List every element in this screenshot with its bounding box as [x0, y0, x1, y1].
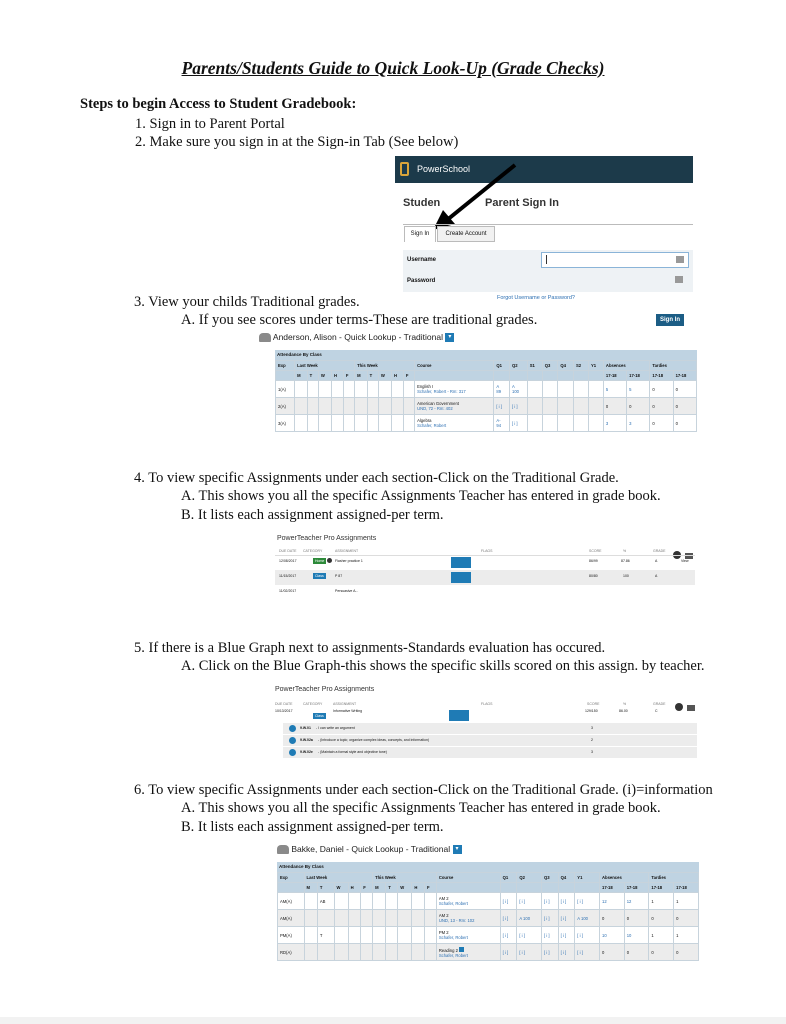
info-link[interactable]: [ i ] [542, 910, 559, 927]
standard-row: 9.W.02a - (Introduce a topic; organize complex ideas, concepts, and information) 2 [283, 735, 697, 746]
absences-cell: 0 [627, 398, 650, 415]
year: 17-18 [600, 883, 625, 893]
page-title: Parents/Students Guide to Quick Look-Up (Grade Checks) [181, 58, 605, 78]
login-heading-right: Parent Sign In [485, 197, 559, 209]
col-absences: Absences [603, 361, 649, 371]
grade-link[interactable]: A 100 [517, 910, 542, 927]
brand-name: PowerSchool [417, 164, 471, 174]
info-link[interactable]: [ i ] [558, 893, 575, 910]
tardies-cell: 1 [649, 927, 674, 944]
info-link[interactable]: [ i ] [510, 398, 528, 415]
day: W [334, 883, 348, 893]
lookup-header-text: Anderson, Alison - Quick Lookup - Traditional [272, 332, 443, 342]
info-link[interactable]: [ i ] [500, 927, 517, 944]
year: 17-18 [674, 883, 699, 893]
info-link[interactable]: [ i ] [510, 415, 528, 432]
col-y1: Y1 [575, 873, 600, 883]
lookup-table [275, 360, 697, 432]
category-badge: Class [315, 714, 324, 718]
grade-link[interactable]: A 100 [510, 381, 528, 398]
info-link[interactable]: [ i ] [500, 910, 517, 927]
day: M [304, 883, 317, 893]
step-6a: A. This shows you all the specific Assignments Teacher has entered in grade book. [181, 800, 661, 816]
course-cell: Reading 2 Schafer, Robert [436, 944, 500, 961]
col-q2: Q2 [510, 361, 528, 371]
attendance-code: T [317, 927, 334, 944]
attendance-title: Attendance By Class [275, 350, 697, 360]
teacher-link[interactable]: Schafer, Robert [438, 935, 468, 940]
year: 17-18 [649, 883, 674, 893]
tardies-cell: 0 [674, 944, 699, 961]
step-3: 3. View your childs Traditional grades. [134, 294, 360, 310]
info-link[interactable]: [ i ] [575, 944, 600, 961]
category-badge: Class [315, 574, 324, 578]
absences-link[interactable]: 5 [603, 381, 626, 398]
day: T [317, 883, 334, 893]
course-cell [415, 381, 494, 398]
day: F [361, 883, 373, 893]
step-4b: B. It lists each assignment assigned-per term. [181, 507, 444, 523]
forgot-link[interactable]: Forgot Username or Password? [497, 295, 575, 301]
table-row [276, 415, 697, 432]
step-1: 1. Sign in to Parent Portal [135, 116, 285, 132]
assignments-panel-2: PowerTeacher Pro Assignments DUE DATE CATEGORY ASSIGNMENT FLAGS SCORE % GRADE 10/13/2017 Class Informative Writing 129/150 86.00 C 9.W.01 - I can write an argument 3 9.W.02a - (Introduce a topic; organize complex ideas, concepts, and information) 2 9.W.02e - (Maintain a formal style and objective tone) 3 [273, 684, 697, 762]
day: M [355, 371, 368, 381]
page-bottom-edge [0, 1017, 786, 1024]
day: F [343, 371, 354, 381]
teacher-link[interactable]: Schafer, Robert - Rm: 317 [417, 389, 466, 394]
assignment-row[interactable]: 12/08/2017 Home Flasher practice 1 86/99 87.86 A View [275, 555, 695, 570]
year: 17-18 [624, 883, 649, 893]
course-cell: Algebra Schafer, Robert [415, 415, 494, 432]
table-row [278, 944, 699, 961]
powerschool-logo-icon [400, 162, 409, 176]
course-cell: American Government UND, 72 - Rm: 402 [415, 398, 494, 415]
tardies-cell: 0 [649, 944, 674, 961]
absences-link[interactable]: 3 [627, 415, 650, 432]
col-s1: S1 [527, 361, 542, 371]
standard-row: 9.W.02e - (Maintain a formal style and objective tone) 3 [283, 747, 697, 758]
attendance-code: AB [317, 893, 334, 910]
pointer-arrow-icon [429, 162, 519, 232]
step-2: 2. Make sure you sign in at the Sign-in Tab (See below) [135, 134, 459, 150]
teacher-link[interactable]: UND, 13 - Rm: 102 [438, 918, 475, 923]
assignment-row[interactable]: 11/15/2017 Class P 87 80/80 100 A [275, 570, 695, 585]
day: M [373, 883, 386, 893]
day: F [403, 371, 414, 381]
absences-link[interactable]: 10 [624, 927, 649, 944]
col-tardies: Tardies [649, 873, 699, 883]
username-input[interactable] [541, 252, 689, 268]
info-link[interactable]: [ i ] [517, 927, 542, 944]
grade-link[interactable]: A- 94 [494, 415, 510, 432]
day: T [307, 371, 318, 381]
info-link[interactable]: [ i ] [558, 927, 575, 944]
tab-create-account[interactable]: Create Account [437, 226, 495, 242]
exp-cell: RD(A) [278, 944, 305, 961]
students-icon [277, 845, 289, 854]
col-this-week: This Week [355, 361, 415, 371]
day: H [412, 883, 425, 893]
students-icon [259, 333, 271, 342]
steps-heading: Steps to begin Access to Student Gradebook: [80, 96, 357, 112]
table-row [276, 398, 697, 415]
exp-cell: 3(A) [276, 415, 295, 432]
quick-lookup-bakke [277, 842, 699, 972]
info-link[interactable]: [ i ] [575, 927, 600, 944]
col-course: Course [415, 361, 494, 371]
lookup-header [277, 844, 462, 854]
exp-cell: 1(A) [276, 381, 295, 398]
col-last-week: Last Week [304, 873, 373, 883]
year: 17-18 [603, 371, 626, 381]
info-link[interactable]: [ i ] [558, 910, 575, 927]
assignment-row[interactable]: 10/13/2017 Class Informative Writing 129/150 86.00 C [273, 708, 697, 722]
tardies-cell: 0 [673, 415, 696, 432]
info-link[interactable]: [ i ] [558, 944, 575, 961]
col-q4: Q4 [558, 361, 574, 371]
tardies-cell: 0 [673, 381, 696, 398]
col-absences: Absences [600, 873, 649, 883]
absences-cell: 0 [624, 944, 649, 961]
info-link[interactable]: [ i ] [542, 893, 559, 910]
step-6b: B. It lists each assignment assigned-per term. [181, 819, 444, 835]
day: M [295, 371, 308, 381]
chevron-down-icon[interactable]: ▾ [445, 333, 454, 342]
col-exp: Exp [276, 361, 295, 371]
absences-cell: 0 [624, 910, 649, 927]
info-link[interactable]: [ i ] [575, 893, 600, 910]
password-label: Password [407, 278, 436, 284]
assignments-panel-1: PowerTeacher Pro Assignments DUE DATE CATEGORY ASSIGNMENT FLAGS SCORE % GRADE 12/08/2017 Home Flasher practice 1 86/99 87.86 A View 11/15/2017 Class P 87 80/80 100 A 11/02/2017 Persuasive A... [275, 532, 695, 592]
absences-link[interactable]: 12 [624, 893, 649, 910]
absences-link[interactable]: 12 [600, 893, 625, 910]
lookup-table-wrap [275, 350, 697, 432]
attendance-title: Attendance By Class [277, 862, 699, 872]
absences-link[interactable]: 10 [600, 927, 625, 944]
exp-cell: AM(A) [278, 910, 305, 927]
login-heading-left: Studen [403, 197, 441, 209]
col-tardies: Tardies [650, 361, 697, 371]
assignment-row[interactable]: 11/02/2017 Persuasive A... [279, 589, 359, 592]
step-4a: A. This shows you all the specific Assignments Teacher has entered in grade book. [181, 488, 661, 504]
tab-strip [403, 224, 693, 225]
tardies-cell: 0 [650, 398, 673, 415]
day: H [392, 371, 404, 381]
tardies-cell: 0 [650, 415, 673, 432]
standard-icon [289, 749, 296, 756]
step-6: 6. To view specific Assignments under each section-Click on the Traditional Grade. (i)=information [134, 782, 713, 798]
step-5: 5. If there is a Blue Graph next to assignments-Standards evaluation has occured. [134, 640, 606, 656]
day: H [332, 371, 344, 381]
quick-lookup-anderson [259, 330, 699, 442]
keyboard-icon [676, 256, 684, 263]
year: 17-18 [650, 371, 673, 381]
col-last-week: Last Week [295, 361, 355, 371]
assignments-title: PowerTeacher Pro Assignments [277, 535, 377, 542]
info-link[interactable]: [ i ] [542, 927, 559, 944]
info-link[interactable]: [ i ] [500, 893, 517, 910]
info-link[interactable]: [ i ] [517, 893, 542, 910]
tardies-cell: 0 [673, 398, 696, 415]
col-q3: Q3 [542, 873, 559, 883]
teacher-link[interactable]: Schafer, Robert [438, 901, 468, 906]
absences-link[interactable]: 3 [603, 415, 626, 432]
col-exp: Exp [278, 873, 305, 883]
tardies-cell: 0 [650, 381, 673, 398]
step-3a: A. If you see scores under terms-These are traditional grades. [181, 312, 538, 328]
year: 17-18 [627, 371, 650, 381]
course-name: English I [417, 384, 434, 389]
col-course: Course [436, 873, 500, 883]
tardies-cell: 1 [674, 893, 699, 910]
standard-row: 9.W.01 - I can write an argument 3 [283, 723, 697, 734]
course-cell: AM 2 Schafer, Robert [436, 893, 500, 910]
step-4: 4. To view specific Assignments under each section-Click on the Traditional Grade. [134, 470, 619, 486]
teacher-link[interactable]: Schafer, Robert [438, 952, 468, 958]
teacher-link[interactable]: Schafer, Robert [417, 423, 447, 428]
day: T [386, 883, 398, 893]
login-screenshot [395, 156, 693, 331]
password-input[interactable] [541, 273, 687, 287]
col-s2: S2 [574, 361, 589, 371]
absences-cell: 0 [603, 398, 626, 415]
info-icon[interactable] [327, 558, 332, 563]
tab-sign-in[interactable]: Sign In [404, 226, 436, 242]
text-cursor [546, 255, 547, 264]
tardies-cell: 1 [649, 893, 674, 910]
col-q4: Q4 [558, 873, 575, 883]
day: T [367, 371, 378, 381]
username-label: Username [407, 257, 437, 263]
category-badge: Home [315, 559, 325, 563]
lookup-table [277, 872, 699, 961]
lookup-table-wrap [277, 862, 699, 961]
day: H [348, 883, 361, 893]
table-row [278, 910, 699, 927]
standards-graph-button[interactable] [451, 572, 471, 583]
course-cell: PM 2 Schafer, Robert [436, 927, 500, 944]
table-row [278, 927, 699, 944]
info-link[interactable]: [ i ] [500, 944, 517, 961]
table-row [278, 893, 699, 910]
assignments-title: PowerTeacher Pro Assignments [275, 686, 375, 693]
standards-graph-button[interactable] [449, 710, 469, 721]
exp-cell: AM(A) [278, 893, 305, 910]
col-q2: Q2 [517, 873, 542, 883]
course-info-icon[interactable] [459, 947, 464, 952]
exp-cell: PM(A) [278, 927, 305, 944]
day: W [398, 883, 412, 893]
absences-link[interactable]: 5 [627, 381, 650, 398]
info-link[interactable]: [ i ] [517, 944, 542, 961]
teacher-link[interactable]: UND, 72 - Rm: 402 [417, 406, 453, 411]
standard-icon [289, 737, 296, 744]
col-y1: Y1 [588, 361, 603, 371]
sign-in-button[interactable]: Sign In [656, 314, 684, 326]
col-q1: Q1 [500, 873, 517, 883]
chevron-down-icon[interactable]: ▾ [453, 845, 462, 854]
lookup-header-text: Bakke, Daniel - Quick Lookup - Traditional [291, 844, 451, 854]
table-row [276, 381, 697, 398]
keyboard-icon [675, 276, 683, 283]
grade-link[interactable]: A 89 [494, 381, 510, 398]
absences-cell: 0 [600, 910, 625, 927]
standards-graph-button[interactable] [451, 557, 471, 568]
absences-cell: 0 [600, 944, 625, 961]
day: W [318, 371, 331, 381]
exp-cell: 2(A) [276, 398, 295, 415]
tardies-cell: 1 [674, 927, 699, 944]
standard-icon [289, 725, 296, 732]
col-q3: Q3 [542, 361, 558, 371]
tardies-cell: 0 [674, 910, 699, 927]
col-this-week: This Week [373, 873, 437, 883]
course-cell: AM 2 UND, 13 - Rm: 102 [436, 910, 500, 927]
year: 17-18 [673, 371, 696, 381]
lookup-header [259, 332, 454, 342]
col-q1: Q1 [494, 361, 510, 371]
info-link[interactable]: [ i ] [494, 398, 510, 415]
grade-link[interactable]: A 100 [575, 910, 600, 927]
login-form [403, 250, 693, 292]
step-5a: A. Click on the Blue Graph-this shows the specific skills scored on this assign. by teacher. [181, 658, 705, 674]
day: F [424, 883, 436, 893]
day: W [378, 371, 391, 381]
info-link[interactable]: [ i ] [542, 944, 559, 961]
tardies-cell: 0 [649, 910, 674, 927]
